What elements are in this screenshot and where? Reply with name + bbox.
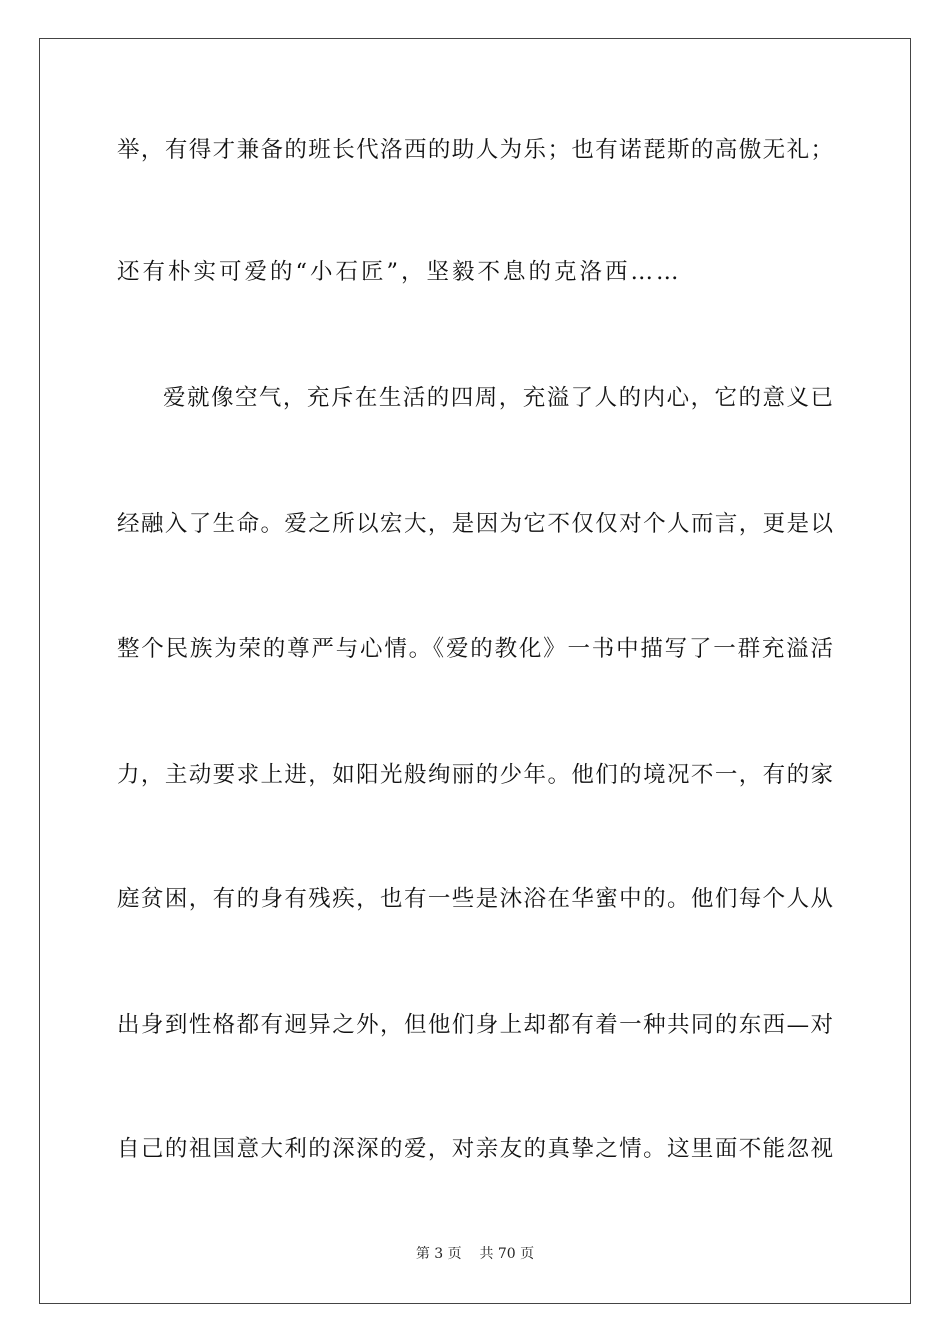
page-number: 第 3 页 [415, 1246, 462, 1262]
page-footer [0, 1245, 950, 1263]
text-line-3: 爱就像空气，充斥在生活的四周，充溢了人的内心，它的意义已 [163, 385, 833, 411]
text-line-5: 整个民族为荣的尊严与心情。《爱的教化》一书中描写了一群充溢活 [117, 636, 833, 662]
text-line-4: 经融入了生命。爱之所以宏大，是因为它不仅仅对个人而言，更是以 [117, 511, 833, 537]
page-total: 共 70 页 [479, 1246, 535, 1262]
text-line-9: 自己的祖国意大利的深深的爱，对亲友的真挚之情。这里面不能忽视 [117, 1136, 833, 1162]
text-line-8: 出身到性格都有迥异之外，但他们身上却都有着一种共同的东西—对 [117, 1012, 833, 1038]
text-line-7: 庭贫困，有的身有残疾，也有一些是沐浴在华蜜中的。他们每个人从 [117, 886, 833, 912]
text-line-1: 举，有得才兼备的班长代洛西的助人为乐；也有诺琵斯的高傲无礼； [117, 137, 833, 163]
text-line-2: 还有朴实可爱的“小石匠”，坚毅不息的克洛西…… [117, 259, 682, 285]
page-border [39, 38, 911, 1304]
text-line-6: 力，主动要求上进，如阳光般绚丽的少年。他们的境况不一，有的家 [117, 762, 833, 788]
